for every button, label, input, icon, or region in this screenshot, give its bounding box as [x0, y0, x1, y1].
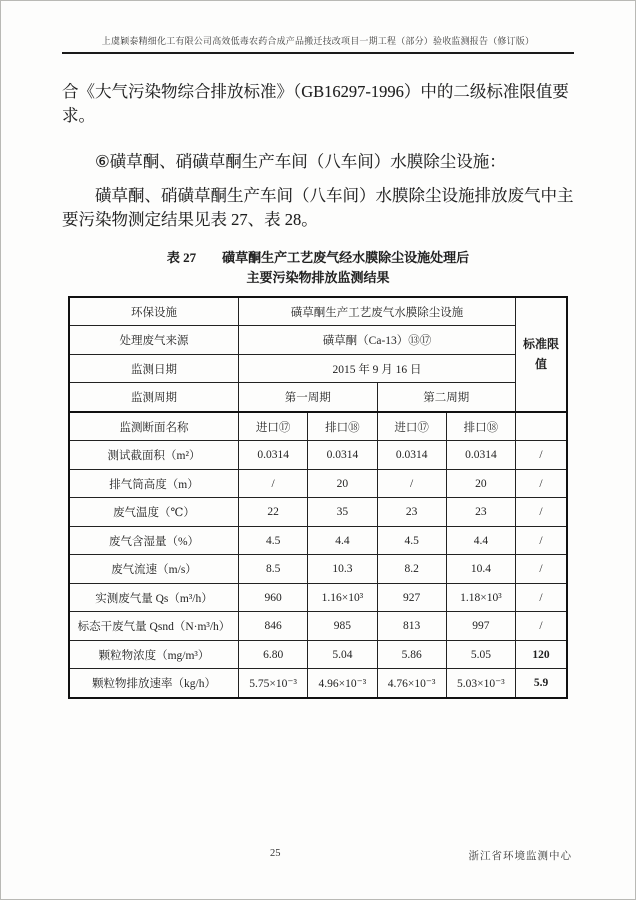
qsnd-3: 813: [377, 612, 446, 641]
table-row-measured-flow: [69, 583, 567, 612]
table-row-humidity: [69, 526, 567, 555]
qs-4: 1.18×10³: [446, 583, 515, 612]
row-label-velocity: 废气流速（m/s）: [69, 555, 239, 584]
temp-3: 23: [377, 498, 446, 527]
temp-limit: /: [516, 498, 568, 527]
table-caption: [62, 248, 574, 288]
period-2: 第二周期: [377, 383, 516, 412]
temp-4: 23: [446, 498, 515, 527]
humidity-limit: /: [516, 526, 568, 555]
table-row-points: [69, 412, 567, 441]
point-1: 进口⑰: [239, 412, 308, 441]
row-label-qs: 实测废气量 Qs（m³/h）: [69, 583, 239, 612]
running-header: 上虞颖泰精细化工有限公司高效低毒农药合成产品搬迁技改项目一期工程（部分）验收监测报告（修订版）: [62, 34, 574, 54]
paragraph-standard-reference: 合《大气污染物综合排放标准》（GB16297-1996）中的二级标准限值要求。: [62, 82, 569, 125]
row-label-humidity: 废气含湿量（%）: [69, 526, 239, 555]
row-label-temp: 废气温度（℃）: [69, 498, 239, 527]
row-label-area: 测试截面积（m²）: [69, 441, 239, 470]
height-1: /: [239, 469, 308, 498]
humidity-4: 4.4: [446, 526, 515, 555]
row-label-date: 监测日期: [69, 354, 239, 383]
rate-2: 4.96×10⁻³: [308, 669, 377, 698]
rate-limit: 5.9: [516, 669, 568, 698]
table-row-area: [69, 441, 567, 470]
conc-4: 5.05: [446, 640, 515, 669]
height-2: 20: [308, 469, 377, 498]
monitoring-results-table: [68, 296, 568, 699]
velocity-1: 8.5: [239, 555, 308, 584]
table-title-line2: 主要污染物排放监测结果: [246, 269, 390, 285]
table-row-period: [69, 383, 567, 412]
qs-limit: /: [516, 583, 568, 612]
conc-1: 6.80: [239, 640, 308, 669]
table-row-source: [69, 326, 567, 355]
table-row-stack-height: [69, 469, 567, 498]
velocity-4: 10.4: [446, 555, 515, 584]
qsnd-limit: /: [516, 612, 568, 641]
area-limit: /: [516, 441, 568, 470]
organization-name: 浙江省环境监测中心: [468, 851, 572, 862]
height-4: 20: [446, 469, 515, 498]
velocity-limit: /: [516, 555, 568, 584]
row-label-period: 监测周期: [69, 383, 239, 412]
point-2: 排口⑱: [308, 412, 377, 441]
source-value: 磺草酮（Ca-13）⑬⑰: [239, 326, 516, 355]
rate-3: 4.76×10⁻³: [377, 669, 446, 698]
paragraph-results-intro: 磺草酮、硝磺草酮生产车间（八车间）水膜除尘设施排放废气中主要污染物测定结果见表 27、表 28。: [62, 185, 574, 229]
area-4: 0.0314: [446, 441, 515, 470]
area-2: 0.0314: [308, 441, 377, 470]
row-label-points: 监测断面名称: [69, 412, 239, 441]
humidity-2: 4.4: [308, 526, 377, 555]
humidity-1: 4.5: [239, 526, 308, 555]
standard-limit-header: 标准限值: [516, 297, 568, 412]
table-row-velocity: [69, 555, 567, 584]
row-label-qsnd: 标态干废气量 Qsnd（N·m³/h）: [69, 612, 239, 641]
rate-4: 5.03×10⁻³: [446, 669, 515, 698]
date-value: 2015 年 9 月 16 日: [239, 354, 516, 383]
qsnd-1: 846: [239, 612, 308, 641]
qs-3: 927: [377, 583, 446, 612]
table-number: 表 27: [166, 249, 197, 265]
height-3: /: [377, 469, 446, 498]
conc-limit: 120: [516, 640, 568, 669]
facility-value: 磺草酮生产工艺废气水膜除尘设施: [239, 297, 516, 326]
row-label-rate: 颗粒物排放速率（kg/h）: [69, 669, 239, 698]
paragraph-facility-heading: ⑥磺草酮、硝磺草酮生产车间（八车间）水膜除尘设施：: [95, 151, 506, 171]
table-title-line1: 磺草酮生产工艺废气经水膜除尘设施处理后: [222, 249, 470, 265]
qsnd-4: 997: [446, 612, 515, 641]
area-3: 0.0314: [377, 441, 446, 470]
row-label-facility: 环保设施: [69, 297, 239, 326]
velocity-2: 10.3: [308, 555, 377, 584]
qs-1: 960: [239, 583, 308, 612]
temp-1: 22: [239, 498, 308, 527]
period-1: 第一周期: [239, 383, 378, 412]
temp-2: 35: [308, 498, 377, 527]
points-limit-empty: [516, 412, 568, 441]
table-caption-line1: [62, 248, 574, 268]
table-row-temperature: [69, 498, 567, 527]
page-number: 25: [270, 848, 281, 859]
point-3: 进口⑰: [377, 412, 446, 441]
velocity-3: 8.2: [377, 555, 446, 584]
conc-2: 5.04: [308, 640, 377, 669]
table-row-date: [69, 354, 567, 383]
row-label-height: 排气筒高度（m）: [69, 469, 239, 498]
conc-3: 5.86: [377, 640, 446, 669]
area-1: 0.0314: [239, 441, 308, 470]
qsnd-2: 985: [308, 612, 377, 641]
table-row-facility: [69, 297, 567, 326]
table-row-concentration: [69, 640, 567, 669]
row-label-source: 处理废气来源: [69, 326, 239, 355]
table-row-emission-rate: [69, 669, 567, 698]
height-limit: /: [516, 469, 568, 498]
humidity-3: 4.5: [377, 526, 446, 555]
table-row-standard-dry-flow: [69, 612, 567, 641]
rate-1: 5.75×10⁻³: [239, 669, 308, 698]
row-label-concentration: 颗粒物浓度（mg/m³）: [69, 640, 239, 669]
point-4: 排口⑱: [446, 412, 515, 441]
qs-2: 1.16×10³: [308, 583, 377, 612]
